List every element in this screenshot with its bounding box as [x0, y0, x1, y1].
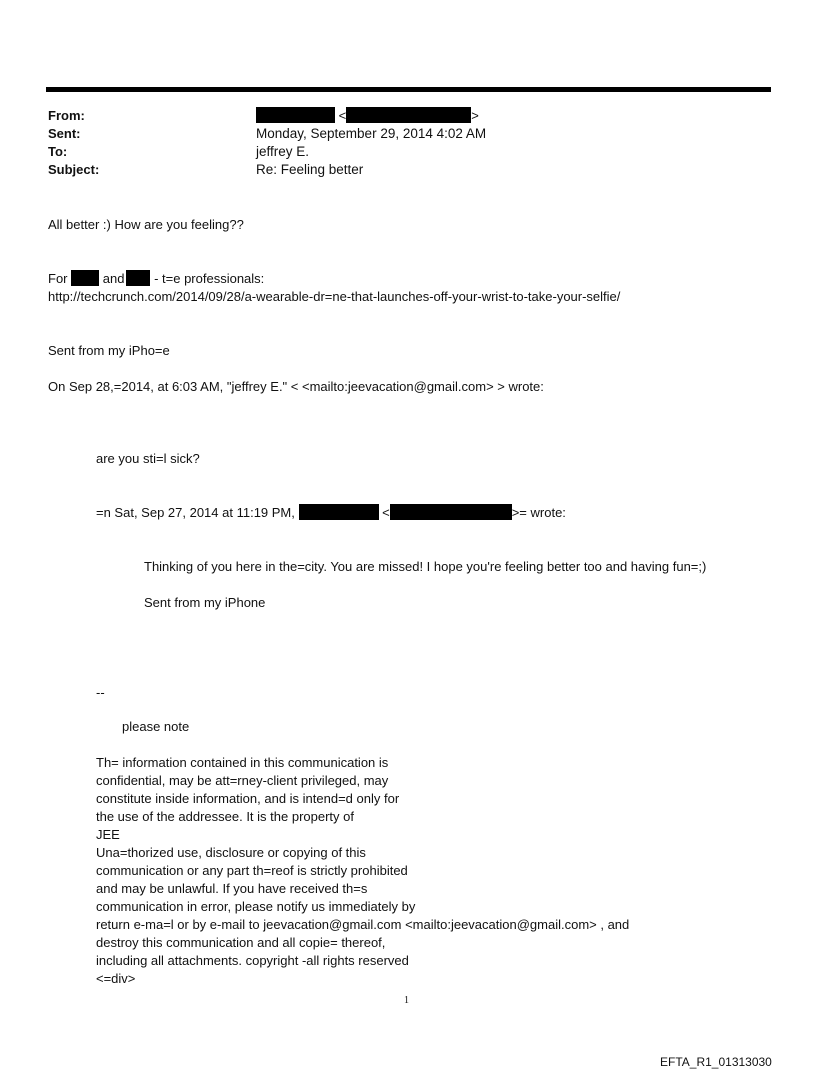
disclaimer-line: communication in error, please notify us immediately by: [96, 899, 416, 914]
redaction-box: [299, 504, 379, 520]
techcrunch-url: http://techcrunch.com/2014/09/28/a-wearable-dr=ne-that-launches-off-your-wrist-to-take-your-selfie/: [48, 289, 621, 304]
from-value: [256, 107, 479, 125]
page-number: 1: [404, 995, 409, 1006]
to-label: To:: [48, 144, 68, 159]
redaction-box: [71, 270, 99, 286]
disclaimer-line: <=div>: [96, 971, 136, 986]
quote1-on-line: [96, 504, 566, 522]
disclaimer-line: constitute inside information, and is intend=d only for: [96, 791, 400, 806]
disclaimer-line: including all attachments. copyright -all rights reserved: [96, 953, 409, 968]
redaction-box: [346, 107, 471, 123]
subject-value: Re: Feeling better: [256, 162, 364, 177]
redaction-box: [126, 270, 150, 286]
to-value: jeffrey E.: [256, 144, 310, 159]
and-word: and: [102, 271, 125, 286]
body-line-1: All better :) How are you feeling??: [48, 217, 244, 232]
disclaimer-line: return e-ma=l or by e-mail to jeevacation@gmail.com <mailto:jeevacation@gmail.com> , and: [96, 917, 630, 932]
header-rule: [46, 87, 771, 92]
from-lt: <: [338, 108, 347, 123]
quote1-wrote: >= wrote:: [511, 505, 566, 520]
quote2-sent-from: Sent from my iPhone: [144, 595, 266, 610]
sent-label: Sent:: [48, 126, 81, 141]
footer-dashes: --: [96, 685, 105, 700]
disclaimer-line: the use of the addressee. It is the property of: [96, 809, 354, 824]
sent-from-iphone: Sent from my iPho=e: [48, 343, 170, 358]
from-label: From:: [48, 108, 85, 123]
sent-value: Monday, September 29, 2014 4:02 AM: [256, 126, 487, 141]
quote2-text: Thinking of you here in the=city. You are missed! I hope you're feeling better too and having fun=;): [144, 559, 707, 574]
on-wrote-line: On Sep 28,=2014, at 6:03 AM, "jeffrey E." < <mailto:jeevacation@gmail.com> > wrote:: [48, 379, 544, 394]
disclaimer-line: confidential, may be att=rney-client privileged, may: [96, 773, 389, 788]
redaction-box: [390, 504, 512, 520]
quote1-lt: <: [382, 505, 390, 520]
quote1-on-date: =n Sat, Sep 27, 2014 at 11:19 PM,: [96, 505, 295, 520]
redaction-box: [256, 107, 335, 123]
disclaimer-line: JEE: [96, 827, 120, 842]
bates-number: EFTA_R1_01313030: [660, 1055, 772, 1069]
quote1-text: are you sti=l sick?: [96, 451, 200, 466]
disclaimer-line: communication or any part th=reof is strictly prohibited: [96, 863, 408, 878]
please-note: please note: [122, 719, 190, 734]
disclaimer-line: destroy this communication and all copie= thereof,: [96, 935, 386, 950]
for-word: For: [48, 271, 68, 286]
from-gt: >: [471, 108, 479, 123]
for-line: [48, 270, 264, 288]
professionals-text: - t=e professionals:: [154, 271, 265, 286]
disclaimer-line: and may be unlawful. If you have received th=s: [96, 881, 368, 896]
subject-label: Subject:: [48, 162, 100, 177]
disclaimer-line: Una=thorized use, disclosure or copying of this: [96, 845, 366, 860]
disclaimer-line: Th= information contained in this communication is: [96, 755, 389, 770]
